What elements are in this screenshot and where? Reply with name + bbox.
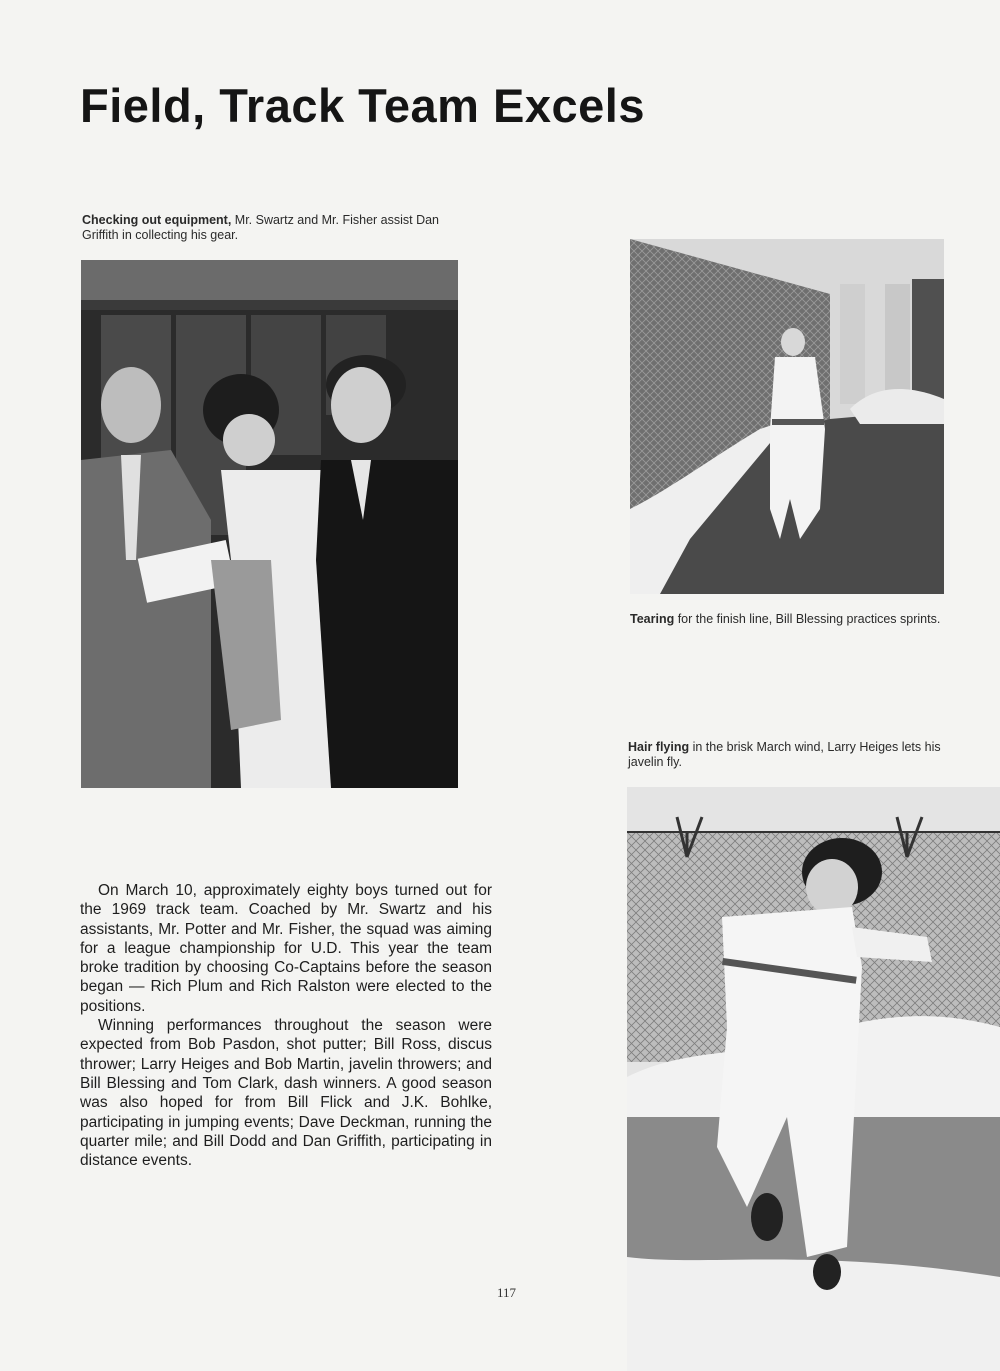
page-title: Field, Track Team Excels [80,79,645,132]
article-paragraph: Winning performances throughout the season were expected from Bob Pasdon, shot putter; Bill Ross, discus thrower; Larry Heiges and Bob Martin, javelin throwers; and Bill Blessing and Tom Clark, dash winners. A good season was also hoped for from Bill Flick and J.K. Bohlke, participating in jumping events; Dave Deckman, running the quarter mile; and Bill Dodd and Dan Griffith, participating in distance events. [80,1017,492,1170]
caption-equipment-lead: Checking out equipment, [82,213,232,227]
caption-tearing [630,612,948,627]
photo-sprint [630,239,944,594]
caption-tearing-lead: Tearing [630,612,675,626]
caption-equipment-text: Mr. Swartz and Mr. Fisher assist Dan Griffith in collecting his gear. [82,213,440,242]
caption-hair-text: in the brisk March wind, Larry Heiges lets his javelin fly. [628,740,941,769]
article-body [80,881,492,1170]
caption-hair-lead: Hair flying [628,740,690,754]
page-number: 117 [497,1285,517,1300]
article-paragraph: On March 10, approximately eighty boys turned out for the 1969 track team. Coached by Mr. Swartz and his assistants, Mr. Potter and Mr. Fisher, the squad was aiming for a league championship for U.D. This year the team broke tradition by choosing Co-Captains before the season began — Rich Plum and Rich Ralston were elected to the positions. [80,882,492,1015]
caption-equipment [82,213,462,243]
caption-tearing-text: for the finish line, Bill Blessing practices sprints. [674,612,941,626]
photo-javelin [627,787,1000,1371]
caption-hair [628,740,946,770]
photo-equipment [81,260,458,788]
